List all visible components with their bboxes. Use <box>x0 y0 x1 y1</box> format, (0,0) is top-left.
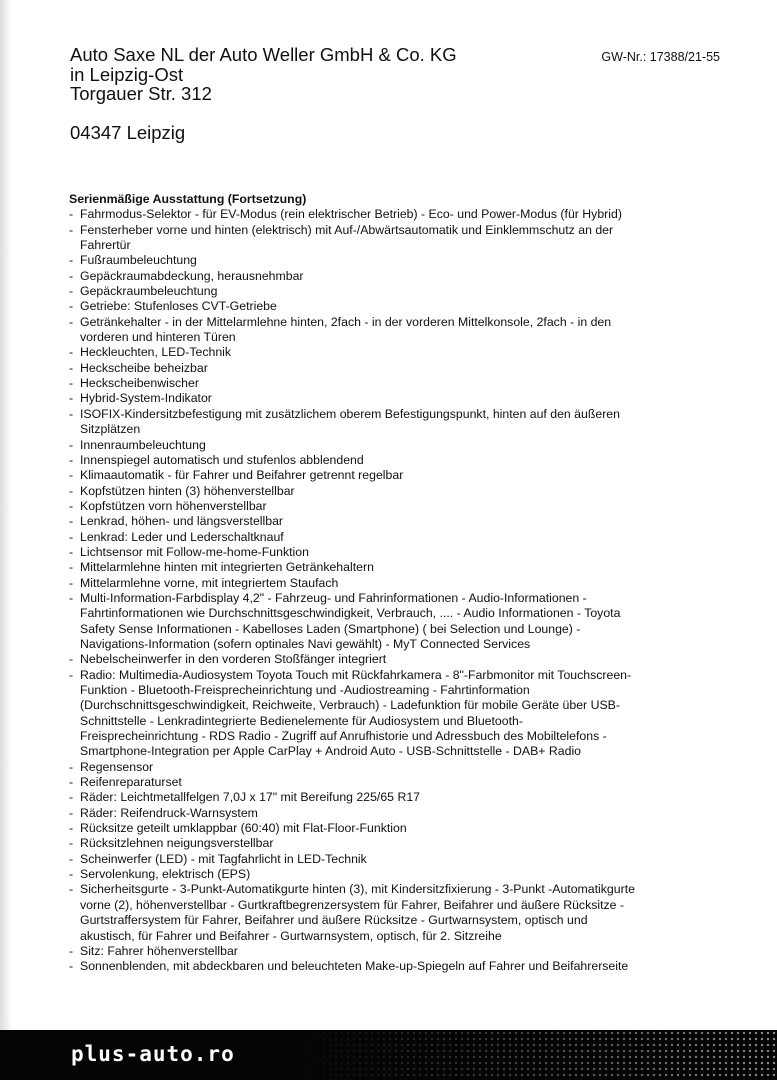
list-item: - Reifenreparaturset <box>69 775 182 790</box>
address-zip-city: 04347 Leipzig <box>70 122 186 143</box>
brand-watermark: plus-auto.ro <box>71 1042 235 1066</box>
list-item: - Hybrid-System-Indikator <box>69 391 212 406</box>
list-item: - Räder: Reifendruck-Warnsystem <box>69 805 258 820</box>
equipment-list <box>69 207 639 974</box>
equipment-section <box>69 192 639 975</box>
list-item: - Scheinwerfer (LED) - mit Tagfahrlicht in LED-Technik <box>69 851 367 866</box>
halftone-pattern <box>297 1030 777 1080</box>
list-item: - Multi-Information-Farbdisplay 4,2" - Fahrzeug- und Fahrinformationen - Audio-Informationen - Fahrtinformationen wie Durchschnittsgeschwindigkeit, Verbrauch, .... - Audio Informationen - Toyota Safety Sense Informationen - Kabelloses Laden (Smartphone) ( bei Selection und Lounge) - Navigations-Information (sofern optinales Navi gewählt) - MyT Connected Services <box>69 590 621 651</box>
list-item: - Heckscheibe beheizbar <box>69 360 208 375</box>
page-edge-shadow <box>0 0 12 1030</box>
list-item: - Servolenkung, elektrisch (EPS) <box>69 867 251 882</box>
list-item: - Fahrmodus-Selektor - für EV-Modus (rein elektrischer Betrieb) - Eco- und Power-Modus (für Hybrid) <box>69 207 622 222</box>
list-item: - Sonnenblenden, mit abdeckbaren und beleuchteten Make-up-Spiegeln auf Fahrer und Beifahrerseite <box>69 959 629 974</box>
list-item: - Gepäckraumbeleuchtung <box>69 284 218 299</box>
list-item: - Heckscheibenwischer <box>69 376 199 391</box>
list-item: - Klimaautomatik - für Fahrer und Beifahrer getrennt regelbar <box>69 468 404 483</box>
address-line-street: Torgauer Str. 312 <box>70 83 212 104</box>
list-item: - Innenspiegel automatisch und stufenlos abblendend <box>69 452 364 467</box>
list-item: - Fensterheber vorne und hinten (elektrisch) mit Auf-/Abwärtsautomatik und Einklemmschutz an der Fahrertür <box>69 222 614 253</box>
list-item: - Kopfstützen hinten (3) höhenverstellbar <box>69 483 295 498</box>
list-item: - Radio: Multimedia-Audiosystem Toyota Touch mit Rückfahrkamera - 8"-Farbmonitor mit Touchscreen-Funktion - Bluetooth-Freisprecheinrichtung und -Audiostreaming - Fahrtinformation (Durchschnittsgeschwindigkeit, Reichweite, Verbrauch) - Ladefunktion für mobile Geräte über USB-Schnittstelle - Lenkradintegrierte Bedienelemente für Audiosystem und Bluetooth-Freisprecheinrichtung - RDS Radio - Zugriff auf Anrufhistorie und Adressbuch des Mobiltelefons - Smartphone-Integration per Apple CarPlay + Android Auto - USB-Schnittstelle - DAB+ Radio <box>69 667 632 759</box>
address-line-company: Auto Saxe NL der Auto Weller GmbH & Co. KG <box>70 44 457 65</box>
list-item: - Kopfstützen vorn höhenverstellbar <box>69 498 267 513</box>
list-item: - Heckleuchten, LED-Technik <box>69 345 232 360</box>
list-item: - Mittelarmlehne vorne, mit integriertem Staufach <box>69 575 339 590</box>
list-item: - ISOFIX-Kindersitzbefestigung mit zusätzlichem oberem Befestigungspunkt, hinten auf den äußeren Sitzplätzen <box>69 406 620 437</box>
list-item: - Getriebe: Stufenloses CVT-Getriebe <box>69 299 277 314</box>
list-item: - Sitz: Fahrer höhenverstellbar <box>69 943 238 958</box>
list-item: - Nebelscheinwerfer in den vorderen Stoßfänger integriert <box>69 652 387 667</box>
gw-number: GW-Nr.: 17388/21-55 <box>601 50 720 64</box>
list-item: - Lenkrad, höhen- und längsverstellbar <box>69 514 284 529</box>
list-item: - Lichtsensor mit Follow-me-home-Funktion <box>69 544 309 559</box>
list-item: - Gepäckraumabdeckung, herausnehmbar <box>69 268 304 283</box>
list-item: - Räder: Leichtmetallfelgen 7,0J x 17" mit Bereifung 225/65 R17 <box>69 790 420 805</box>
list-item: - Sicherheitsgurte - 3-Punkt-Automatikgurte hinten (3), mit Kindersitzfixierung - 3-Punkt -Automatikgurte vorne (2), höhenverstellbar - Gurtkraftbegrenzersystem für Fahrer, Beifahrer und äußere Rücksitze - Gurtstraffersystem für Fahrer, Beifahrer und äußere Rücksitze - Gurtwarnsystem, optisch und akustisch, für Fahrer und Beifahrer - Gurtwarnsystem, optisch, für 2. Sitzreihe <box>69 882 635 943</box>
list-item: - Regensensor <box>69 759 154 774</box>
list-item: - Innenraumbeleuchtung <box>69 437 206 452</box>
list-item: - Rücksitzlehnen neigungsverstellbar <box>69 836 274 851</box>
list-item: - Getränkehalter - in der Mittelarmlehne hinten, 2fach - in der vorderen Mittelkonsole, 2fach - in den vorderen und hinteren Türen <box>69 314 612 345</box>
list-item: - Fußraumbeleuchtung <box>69 253 197 268</box>
list-item: - Lenkrad: Leder und Lederschaltknauf <box>69 529 284 544</box>
list-item: - Rücksitze geteilt umklappbar (60:40) mit Flat-Floor-Funktion <box>69 821 407 836</box>
address-line-location: in Leipzig-Ost <box>70 63 184 85</box>
dealer-address <box>70 45 457 104</box>
watermark-bar <box>0 1030 777 1080</box>
list-item: - Mittelarmlehne hinten mit integrierten Getränkehaltern <box>69 560 374 575</box>
section-title: Serienmäßige Ausstattung (Fortsetzung) <box>69 192 307 206</box>
